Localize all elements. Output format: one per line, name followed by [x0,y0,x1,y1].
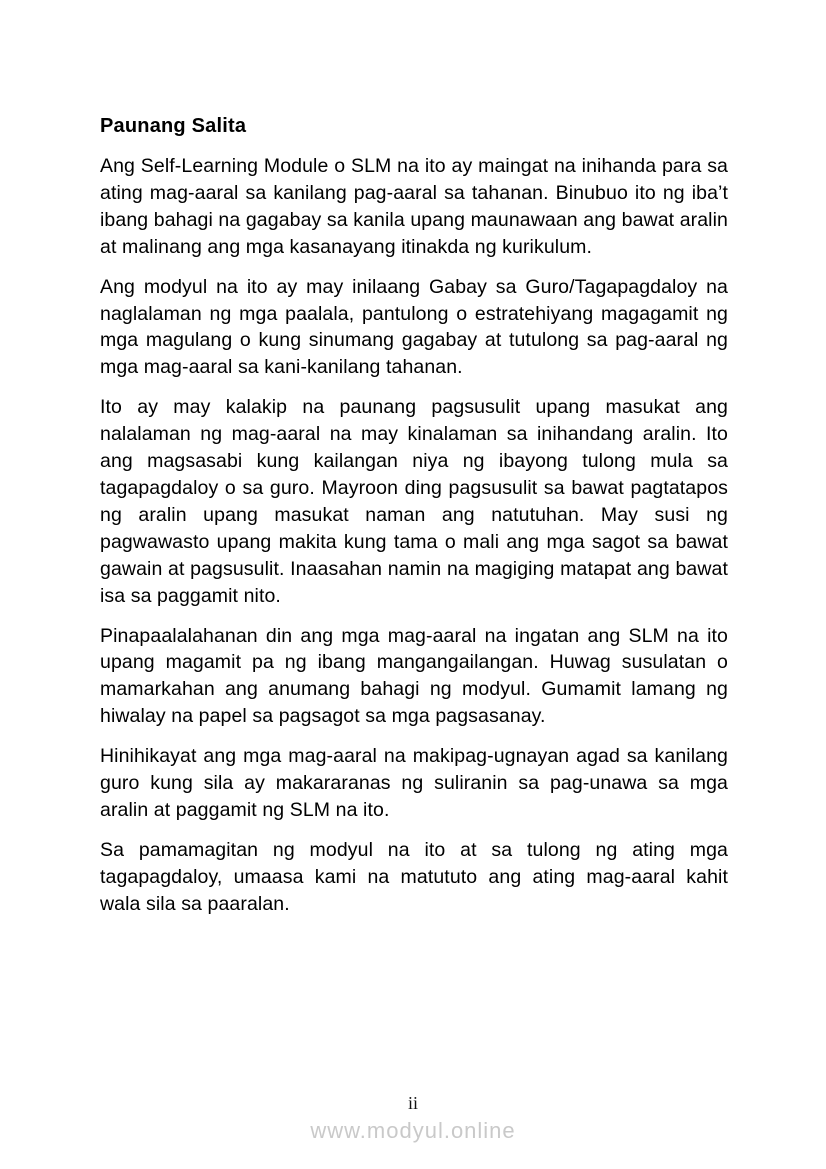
paragraph-6: Sa pamamagitan ng modyul na ito at sa tulong ng ating mga tagapagdaloy, umaasa kami na matututo ang ating mag-aaral kahit wala sila sa paaralan. [100,838,728,915]
paragraph-2: Ang modyul na ito ay may inilaang Gabay sa Guro/Tagapagdaloy na naglalaman ng mga paalala, pantulong o estratehiyang magagamit ng mga magulang o kung sinumang gagabay at tutulong sa pag-aaral ng mga mag-aaral sa kani-kanilang tahanan. [100,275,728,379]
paragraph-1: Ang Self-Learning Module o SLM na ito ay maingat na inihanda para sa ating mag-aaral sa kanilang pag-aaral sa tahanan. Binubuo ito ng iba’t ibang bahagi na gagabay sa kanila upang maunawaan ang bawat aralin at malinang ang mga kasanayang itinakda ng kurikulum. [100,155,728,258]
paragraph-3: Ito ay may kalakip na paunang pagsusulit upang masukat ang nalalaman ng mag-aaral na may kinalaman sa inihandang aralin. Ito ang magsasabi kung kailangan niya ng ibayong tulong mula sa tagapagdaloy o sa guro. Mayroon ding pagsusulit sa bawat pagtatapos ng aralin upang masukat naman ang natutuhan. May susi ng pagwawasto upang makita kung tama o mali ang mga sagot sa bawat gawain at pagsusulit. Inaasahan namin na magiging matapat ang bawat isa sa paggamit nito. [100,396,728,607]
paragraph-4: Pinapaalalahanan din ang mga mag-aaral na ingatan ang SLM na ito upang magamit pa ng ibang mangangailangan. Huwag susulatan o mamarkahan ang anumang bahagi ng modyul. Gumamit lamang ng hiwalay na papel sa pagsagot sa mga pagsasanay. [100,624,728,728]
page-title: Paunang Salita [100,115,247,137]
page-number: ii [407,1093,418,1113]
document-content [100,113,728,931]
paragraph-5: Hinihikayat ang mga mag-aaral na makipag-ugnayan agad sa kanilang guro kung sila ay makararanas ng suliranin sa pag-unawa sa mga aralin at paggamit ng SLM na ito. [100,745,728,821]
watermark-text: www.modyul.online [310,1118,516,1143]
